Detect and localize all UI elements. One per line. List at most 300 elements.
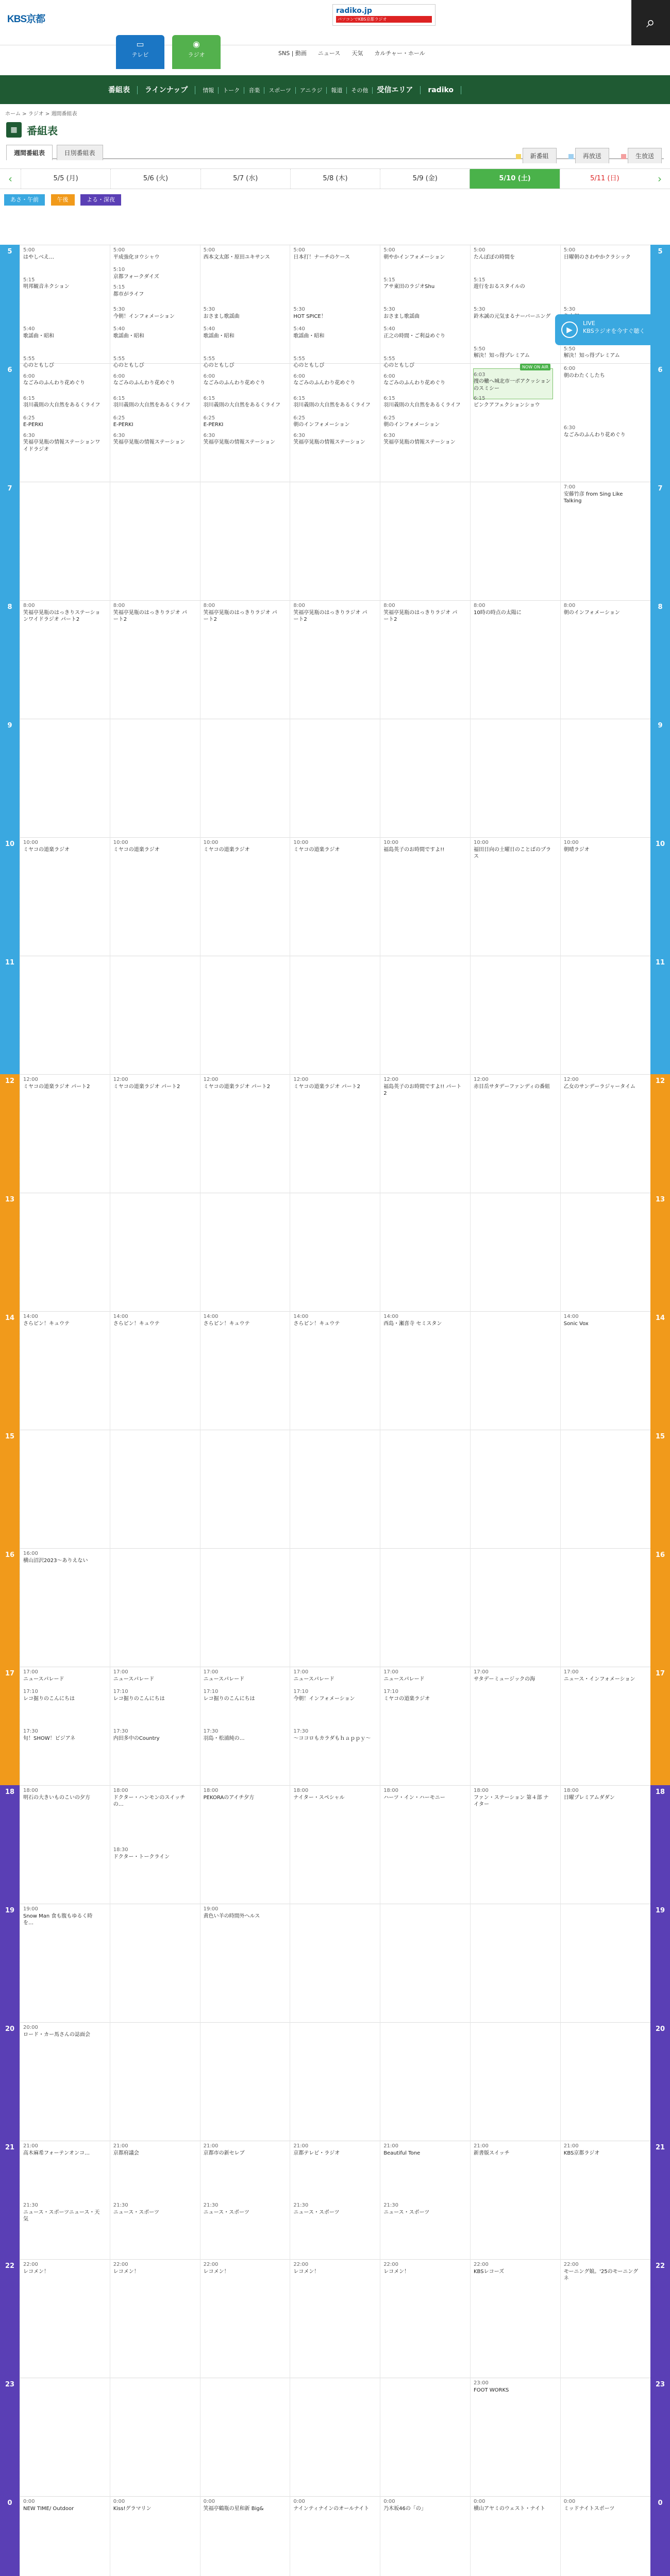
program-item[interactable] [113, 432, 192, 446]
program-item[interactable] [564, 247, 642, 261]
program-item[interactable] [474, 371, 552, 393]
genre-nav-item[interactable]: その他 [351, 87, 373, 94]
program-item[interactable] [23, 1669, 102, 1683]
program-item[interactable] [23, 1550, 102, 1564]
program-item[interactable] [383, 2143, 462, 2157]
program-title[interactable]: ～ココロもカラダもｈａｐｐｙ～ [293, 1735, 371, 1741]
program-item[interactable] [564, 425, 642, 438]
program-item[interactable] [564, 1787, 642, 1801]
program-item[interactable] [383, 2498, 462, 2512]
top-nav-item[interactable]: カルチャー・ホール [374, 50, 425, 57]
program-item[interactable] [474, 346, 552, 360]
program-title[interactable]: 笑福亭鶴瓶の星和新 Big& [203, 2505, 264, 2512]
program-title[interactable]: 心のともしび [23, 363, 54, 369]
program-item[interactable] [383, 2261, 462, 2275]
date-sat[interactable]: 5/10 (土) [470, 169, 559, 189]
program-title[interactable]: なごみのふんわり花めぐり [293, 380, 356, 386]
program-item[interactable] [23, 432, 102, 453]
program-title[interactable]: 笑福亭晃瓶の情報ステーションワイドラジオ [23, 439, 100, 452]
program-title[interactable]: 笑福亭晃瓶の情報ステーション [293, 439, 365, 446]
program-title[interactable]: サタデーミュージックの海 [474, 1676, 535, 1682]
program-title[interactable]: ミヤコの道楽ラジオ [113, 846, 160, 853]
program-title[interactable]: ミヤコの道楽ラジオ [383, 1696, 430, 1702]
program-title[interactable]: 安藤竹彦 from Sing Like Talking [563, 491, 623, 504]
program-item[interactable] [564, 839, 642, 853]
program-item[interactable] [113, 247, 192, 261]
program-item[interactable] [293, 839, 372, 853]
program-item[interactable] [383, 432, 462, 446]
program-item[interactable] [383, 355, 462, 369]
program-title[interactable]: 黄色い羊の時間外ヘルス [203, 1913, 260, 1919]
program-item[interactable] [113, 415, 192, 429]
program-title[interactable]: 解決！知っ得プレミアム [474, 353, 530, 359]
program-title[interactable]: 朝のインフォメーション [563, 609, 620, 616]
program-item[interactable] [474, 602, 552, 616]
program-item[interactable] [23, 355, 102, 369]
program-title[interactable]: 朝のわたくしたち [563, 372, 605, 379]
program-title[interactable]: 笑福亭晃瓶のはっきりラジオ パート2 [383, 609, 458, 622]
main-nav-item[interactable]: 受信エリア [377, 86, 421, 94]
program-item[interactable] [113, 839, 192, 853]
program-title[interactable]: おさまし歌謡曲 [383, 313, 420, 319]
program-title[interactable]: 解決！知っ得プレミアム [563, 353, 620, 359]
genre-nav-item[interactable]: 音楽 [248, 87, 264, 94]
program-item[interactable] [204, 1313, 282, 1327]
filter-afternoon[interactable]: 午後 [51, 194, 75, 206]
search-icon[interactable]: ⌕ [631, 0, 670, 45]
program-title[interactable]: 横山アヤミのウェスト・ナイト [474, 2505, 545, 2512]
date-sun[interactable]: 5/11 (日) [560, 169, 649, 189]
program-item[interactable] [474, 2498, 552, 2512]
program-item[interactable] [23, 1313, 102, 1327]
program-item[interactable] [113, 326, 192, 340]
program-title[interactable]: 今朝！インフォメーション [113, 313, 175, 319]
program-item[interactable] [564, 1313, 642, 1327]
program-item[interactable] [474, 247, 552, 261]
program-title[interactable]: 笑福亭晃瓶の情報ステーション [113, 439, 186, 446]
program-item[interactable] [564, 2498, 642, 2512]
program-item[interactable] [564, 1076, 642, 1090]
program-item[interactable] [204, 415, 282, 429]
program-item[interactable] [113, 355, 192, 369]
program-title[interactable]: 正之の時間・ご利益めぐり [383, 333, 446, 339]
program-title[interactable]: 西島・瀬喜寺 セミスタン [383, 1320, 442, 1327]
program-title[interactable]: 朝やかインフォメーション [383, 254, 445, 260]
program-item[interactable] [564, 2143, 642, 2157]
program-item[interactable] [383, 395, 462, 409]
program-title[interactable]: ニュースパレード [23, 1676, 64, 1682]
program-title[interactable]: モーニング娘。'25のモーニングネ [563, 2268, 639, 2281]
program-item[interactable] [113, 2202, 192, 2216]
program-item[interactable] [23, 2261, 102, 2275]
program-item[interactable] [113, 1728, 192, 1742]
program-title[interactable]: 福島英子のお時間ですよ!! パート2 [383, 1083, 462, 1096]
program-title[interactable]: 平成強化ヨウシャウ [113, 254, 160, 260]
program-title[interactable]: ハーツ・イン・ハーモニー [383, 1794, 445, 1801]
program-title[interactable]: 歌謡曲・昭和 [23, 333, 54, 339]
program-title[interactable]: 京都テレビ・ラジオ [293, 2150, 340, 2156]
program-item[interactable] [293, 2261, 372, 2275]
program-title[interactable]: 笑福亭晃瓶の情報ステーション [203, 439, 275, 446]
program-item[interactable] [474, 2380, 552, 2394]
program-title[interactable]: レコメン！ [113, 2268, 139, 2275]
program-title[interactable]: 福島英子のお時間ですよ!! [383, 846, 445, 853]
program-item[interactable] [23, 2498, 102, 2512]
program-item[interactable] [383, 415, 462, 429]
program-item[interactable] [564, 484, 642, 505]
program-item[interactable] [113, 2498, 192, 2512]
program-title[interactable]: アサ東田のラジオShu [383, 284, 435, 290]
program-item[interactable] [204, 602, 282, 623]
program-item[interactable] [113, 602, 192, 623]
program-item[interactable] [23, 1787, 102, 1801]
program-item[interactable] [293, 2202, 372, 2216]
prev-week-icon[interactable]: ‹ [8, 173, 12, 185]
program-title[interactable]: レコ掘りのこんにちは [203, 1696, 255, 1702]
main-nav-item[interactable]: ラインナップ [145, 86, 195, 94]
program-item[interactable] [204, 2498, 282, 2512]
program-title[interactable]: ミヤコの道楽ラジオ パート2 [203, 1083, 271, 1090]
program-item[interactable] [113, 1669, 192, 1683]
program-title[interactable]: 京都府議会 [113, 2150, 139, 2156]
program-title[interactable]: ロード・カー馬さんの誌面会 [23, 2031, 90, 2038]
program-item[interactable] [204, 373, 282, 387]
program-item[interactable] [293, 1787, 372, 1801]
program-item[interactable] [293, 373, 372, 387]
tv-tab[interactable]: ▭ テレビ [116, 35, 164, 69]
top-nav-item[interactable]: ニュース [317, 50, 341, 57]
program-item[interactable] [474, 1787, 552, 1808]
program-title[interactable]: 日曜プレミアムダダン [563, 1794, 615, 1801]
program-title[interactable]: 明石の大きいものこいの夕方 [23, 1794, 90, 1801]
program-title[interactable]: はやしべえ… [23, 254, 54, 260]
program-title[interactable]: ミヤコの道楽ラジオ [293, 846, 340, 853]
date-wed[interactable]: 5/7 (水) [200, 169, 290, 189]
program-item[interactable] [204, 432, 282, 446]
program-title[interactable]: 京都市の新セレブ [203, 2150, 245, 2156]
program-item[interactable] [113, 395, 192, 409]
program-item[interactable] [23, 326, 102, 340]
next-week-icon[interactable]: › [657, 173, 662, 185]
program-title[interactable]: Sonic Vox [563, 1320, 589, 1327]
program-title[interactable]: レコメン！ [203, 2268, 229, 2275]
program-title[interactable]: ニュース・スポーツ [113, 2209, 159, 2215]
program-item[interactable] [293, 355, 372, 369]
program-item[interactable] [113, 373, 192, 387]
program-title[interactable]: HOT SPICE！ [293, 313, 326, 319]
program-item[interactable] [204, 1787, 282, 1801]
program-item[interactable] [113, 1787, 192, 1808]
program-item[interactable] [383, 1688, 462, 1702]
program-item[interactable] [474, 2143, 552, 2157]
program-title[interactable]: なごみのふんわり花めぐり [383, 380, 446, 386]
program-title[interactable]: なごみのふんわり花めぐり [113, 380, 175, 386]
program-title[interactable]: ニュース・スポーツ [293, 2209, 340, 2215]
radiko-banner[interactable]: radiko.jp パソコンでKBS京都ラジオ [332, 4, 435, 26]
program-item[interactable] [204, 1728, 282, 1742]
program-item[interactable] [23, 1688, 102, 1702]
program-item[interactable] [204, 306, 282, 320]
top-nav-item[interactable]: 天気 [351, 50, 363, 57]
program-item[interactable] [564, 365, 642, 379]
program-item[interactable] [293, 306, 372, 320]
program-title[interactable]: 旬！SHOW！ビジアネ [23, 1735, 76, 1741]
program-item[interactable] [474, 839, 552, 860]
program-title[interactable]: なごみのふんわり花めぐり [23, 380, 85, 386]
tab-weekly[interactable]: 週間番組表 [6, 145, 53, 160]
program-item[interactable] [383, 326, 462, 340]
program-title[interactable]: ニュース・インフォメーション [563, 1676, 635, 1682]
program-title[interactable]: レコ掘りのこんにちは [113, 1696, 165, 1702]
program-item[interactable] [564, 2261, 642, 2282]
date-fri[interactable]: 5/9 (金) [380, 169, 470, 189]
program-title[interactable]: ニュース・スポーツ [383, 2209, 430, 2215]
program-item[interactable] [293, 602, 372, 623]
program-title[interactable]: さらピン！キュウテ [113, 1320, 160, 1327]
program-item[interactable] [204, 326, 282, 340]
program-title[interactable]: 羽川義則の大自然をあるくライフ [383, 402, 461, 408]
program-title[interactable]: ドクター・ハンモンのスイッチの… [113, 1794, 185, 1807]
program-title[interactable]: たんぽぽの時間を [474, 254, 515, 260]
program-title[interactable]: 笑福亭晃瓶のはっきりステーションワイドラジオ パート2 [23, 609, 100, 622]
program-title[interactable]: ニュースパレード [113, 1676, 155, 1682]
listen-live-button[interactable]: ▶ LIVE KBSラジオを今すぐ聴く [555, 314, 658, 345]
program-item[interactable] [113, 1313, 192, 1327]
program-title[interactable]: PEKORAのアイチ夕方 [203, 1794, 255, 1801]
program-item[interactable] [23, 2143, 102, 2157]
program-title[interactable]: ミヤコの道楽ラジオ [203, 846, 250, 853]
program-item[interactable] [204, 247, 282, 261]
program-item[interactable] [293, 1688, 372, 1702]
filter-night[interactable]: よる・深夜 [80, 194, 121, 206]
program-item[interactable] [23, 602, 102, 623]
program-title[interactable]: レコメン！ [23, 2268, 49, 2275]
program-title[interactable]: 心のともしび [113, 363, 144, 369]
program-item[interactable] [113, 1846, 192, 1860]
program-item[interactable] [23, 373, 102, 387]
program-item[interactable] [204, 839, 282, 853]
top-nav-item[interactable]: SNS | 動画 [278, 50, 307, 57]
program-title[interactable]: 捜の轍へ城北市一ポアクッションのスミシー [474, 379, 551, 392]
program-title[interactable]: 乙女のサンデーラジャータイム [563, 1083, 635, 1090]
program-title[interactable]: 朝のインフォメーション [383, 422, 440, 428]
program-item[interactable] [383, 277, 462, 291]
program-item[interactable] [23, 1076, 102, 1090]
program-title[interactable]: ナインティナインのオールナイト [293, 2505, 370, 2512]
program-item[interactable] [293, 2498, 372, 2512]
program-title[interactable]: 福田日向の土曜日のことばのプラス [474, 846, 551, 859]
program-title[interactable]: 遊行をおるスタイルの [474, 284, 525, 290]
program-title[interactable]: 鈴木誠の元気まるナーバーニング [474, 313, 551, 319]
program-item[interactable] [293, 1076, 372, 1090]
program-title[interactable]: Snow Man 食も腹もゆるく時を… [23, 1913, 93, 1926]
program-title[interactable]: 歌謡曲・昭和 [113, 333, 144, 339]
program-item[interactable] [474, 395, 552, 409]
program-title[interactable]: さらピン！キュウテ [23, 1320, 70, 1327]
program-item[interactable] [383, 1076, 462, 1097]
program-item[interactable] [113, 266, 192, 280]
program-item[interactable] [383, 602, 462, 623]
program-title[interactable]: 歌謡曲・昭和 [293, 333, 325, 339]
program-title[interactable]: 羽川義則の大自然をあるくライフ [113, 402, 191, 408]
program-title[interactable]: 心のともしび [203, 363, 234, 369]
program-item[interactable] [383, 306, 462, 320]
program-title[interactable]: 内田多中のCountry [113, 1735, 160, 1741]
program-item[interactable] [474, 1669, 552, 1683]
program-title[interactable]: ドクター・トークライン [113, 1854, 170, 1860]
program-title[interactable]: 今朝！インフォメーション [293, 1696, 355, 1702]
program-title[interactable]: 笑福亭晃瓶のはっきりラジオ パート2 [293, 609, 367, 622]
date-mon[interactable]: 5/5 (月) [21, 169, 110, 189]
program-title[interactable]: 10時の時点の太陽に [474, 609, 522, 616]
program-title[interactable]: 横山沼沢2023～ありえない [23, 1557, 88, 1564]
program-title[interactable]: Beautiful Tone [383, 2150, 421, 2156]
program-title[interactable]: Kiss!グラマリン [113, 2505, 152, 2512]
program-title[interactable]: ファン・ステーション 第４部 ナイター [474, 1794, 549, 1807]
program-title[interactable]: ミッドナイトスポーツ [563, 2505, 615, 2512]
program-item[interactable] [293, 432, 372, 446]
program-title[interactable]: ニュース・スポーツニュース・天気 [23, 2209, 100, 2222]
program-item[interactable] [204, 1906, 282, 1920]
program-item[interactable] [204, 1076, 282, 1090]
program-item[interactable] [23, 2202, 102, 2223]
program-title[interactable]: NEW TIME/ Outdoor [23, 2505, 74, 2512]
program-item[interactable] [564, 346, 642, 360]
program-item[interactable] [383, 2202, 462, 2216]
program-title[interactable]: 笑福亭晃瓶のはっきりラジオ パート2 [113, 609, 187, 622]
genre-nav-item[interactable]: 情報 [203, 87, 219, 94]
program-item[interactable] [564, 1669, 642, 1683]
program-title[interactable]: 羽川義則の大自然をあるくライフ [23, 402, 100, 408]
program-title[interactable]: ミヤコの道楽ラジオ パート2 [293, 1083, 360, 1090]
program-item[interactable] [113, 284, 192, 298]
main-nav-item[interactable]: radiko [428, 86, 461, 94]
program-item[interactable] [383, 1313, 462, 1327]
date-tue[interactable]: 5/6 (火) [110, 169, 200, 189]
program-item[interactable] [293, 415, 372, 429]
program-item[interactable] [474, 306, 552, 320]
program-title[interactable]: 歌謡曲・昭和 [203, 333, 234, 339]
program-title[interactable]: 西本文太郎・原田ユキサンス [203, 254, 270, 260]
program-item[interactable] [293, 1728, 372, 1742]
program-title[interactable]: 羽川義則の大自然をあるくライフ [293, 402, 371, 408]
program-item[interactable] [293, 395, 372, 409]
program-item[interactable] [204, 2143, 282, 2157]
program-item[interactable] [383, 1669, 462, 1683]
program-title[interactable]: レコメン！ [293, 2268, 320, 2275]
program-title[interactable]: ミヤコの道楽ラジオ パート2 [23, 1083, 90, 1090]
program-title[interactable]: さらピン！キュウテ [203, 1320, 250, 1327]
program-item[interactable] [23, 839, 102, 853]
program-title[interactable]: ミヤコの道楽ラジオ パート2 [113, 1083, 180, 1090]
program-title[interactable]: 羽川義則の大自然をあるくライフ [203, 402, 280, 408]
program-item[interactable] [474, 1076, 552, 1090]
program-title[interactable]: ニュースパレード [203, 1676, 245, 1682]
program-item[interactable] [113, 1076, 192, 1090]
program-title[interactable]: 明邦観音ネクション [23, 284, 70, 290]
program-title[interactable]: 羽島・松浦純の… [203, 1735, 245, 1741]
program-title[interactable]: なごみのふんわり花めぐり [203, 380, 265, 386]
program-item[interactable] [293, 326, 372, 340]
program-item[interactable] [204, 355, 282, 369]
program-title[interactable]: 笑福亭晃瓶のはっきりラジオ パート2 [203, 609, 277, 622]
program-item[interactable] [474, 277, 552, 291]
program-item[interactable] [293, 1669, 372, 1683]
program-item[interactable] [23, 415, 102, 429]
program-title[interactable]: E-PERKI [23, 422, 43, 428]
genre-nav-item[interactable]: アニラジ [300, 87, 327, 94]
program-title[interactable]: 朝晴ラジオ [563, 846, 590, 853]
program-title[interactable]: ナイター・スペシャル [293, 1794, 345, 1801]
program-item[interactable] [204, 1688, 282, 1702]
program-title[interactable]: 心のともしび [293, 363, 325, 369]
program-title[interactable]: ニュースパレード [383, 1676, 425, 1682]
program-title[interactable]: 朝のインフォメーション [293, 422, 350, 428]
program-title[interactable]: 日本打！ナーチのケース [293, 254, 350, 260]
program-title[interactable]: 赤目岳サタデーファンディの番組 [474, 1083, 550, 1090]
date-thu[interactable]: 5/8 (木) [290, 169, 380, 189]
program-title[interactable]: ピンクアフェクションショウ [474, 402, 540, 408]
program-item[interactable] [113, 2261, 192, 2275]
program-title[interactable]: レコメン！ [383, 2268, 410, 2275]
program-item[interactable] [113, 1688, 192, 1702]
program-item[interactable] [23, 2024, 102, 2038]
program-title[interactable]: 都市がライフ [113, 291, 144, 297]
program-title[interactable]: ミヤコの道楽ラジオ [23, 846, 70, 853]
program-item[interactable] [293, 2143, 372, 2157]
program-item[interactable] [383, 839, 462, 853]
program-item[interactable] [204, 2261, 282, 2275]
program-title[interactable]: なごみのふんわり花めぐり [563, 432, 626, 438]
program-item[interactable] [113, 306, 192, 320]
program-item[interactable] [23, 277, 102, 291]
site-logo[interactable]: KBS京都 [7, 14, 45, 25]
program-title[interactable]: 日曜朝のさわやかクラシック [563, 254, 631, 260]
program-item[interactable] [293, 1313, 372, 1327]
program-title[interactable]: さらピン！キュウテ [293, 1320, 340, 1327]
program-title[interactable]: FOOT WORKS [474, 2387, 509, 2393]
program-title[interactable]: ニュース・スポーツ [203, 2209, 249, 2215]
genre-nav-item[interactable]: 報道 [331, 87, 347, 94]
program-title[interactable]: KBSレコーズ [474, 2268, 505, 2275]
main-nav-item[interactable]: 番組表 [108, 86, 138, 94]
program-item[interactable] [474, 2261, 552, 2275]
radio-tab[interactable]: ◉ ラジオ [172, 35, 221, 69]
program-item[interactable] [564, 602, 642, 616]
program-title[interactable]: KBS京都ラジオ [563, 2150, 600, 2156]
program-title[interactable]: E-PERKI [113, 422, 133, 428]
program-item[interactable] [113, 2143, 192, 2157]
program-item[interactable] [23, 247, 102, 261]
program-item[interactable] [23, 1728, 102, 1742]
program-title[interactable]: おさまし歌謡曲 [203, 313, 240, 319]
tab-daily[interactable]: 日別番組表 [57, 145, 103, 160]
program-title[interactable]: 心のともしび [383, 363, 415, 369]
program-item[interactable] [383, 373, 462, 387]
program-title[interactable]: E-PERKI [203, 422, 224, 428]
program-item[interactable] [383, 247, 462, 261]
program-item[interactable] [204, 2202, 282, 2216]
program-title[interactable]: ニュースパレード [293, 1676, 334, 1682]
genre-nav-item[interactable]: スポーツ [269, 87, 296, 94]
program-title[interactable]: レコ掘りのこんにちは [23, 1696, 75, 1702]
program-title[interactable]: 高木麻希フォーテンオンコ… [23, 2150, 90, 2156]
program-title[interactable]: 京都フォークダイズ [113, 274, 159, 280]
program-title[interactable]: 笑福亭晃瓶の情報ステーション [383, 439, 456, 446]
program-item[interactable] [204, 1669, 282, 1683]
program-item[interactable] [293, 247, 372, 261]
program-item[interactable] [23, 1906, 102, 1927]
